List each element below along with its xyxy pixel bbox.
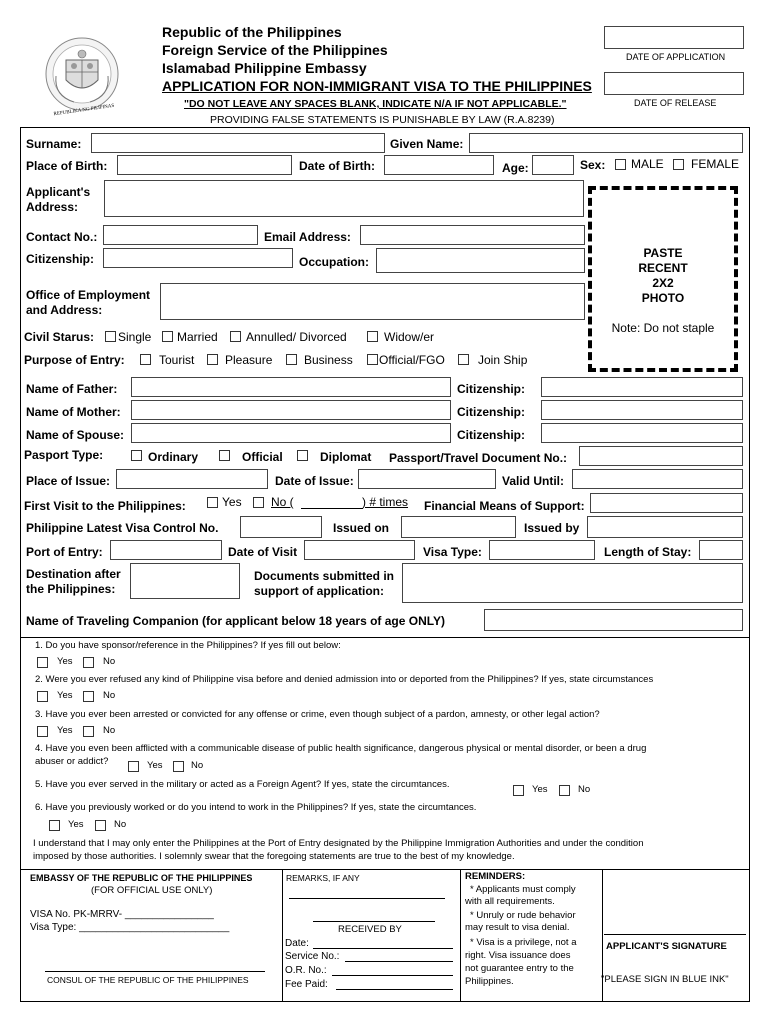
official-checkbox[interactable] [219, 450, 230, 461]
address-label-1: Applicant's [26, 185, 91, 199]
date-label: Date: [285, 938, 309, 949]
date-issue-input[interactable] [358, 469, 496, 489]
q1-no-label: No [103, 656, 116, 667]
companion-input[interactable] [484, 609, 743, 631]
visa-type-input[interactable] [489, 540, 595, 560]
age-input[interactable] [532, 155, 574, 175]
address-input[interactable] [104, 180, 584, 217]
header-line3: Islamabad Philippine Embassy [162, 60, 367, 76]
q4-no-checkbox[interactable] [173, 761, 184, 772]
date-visit-label: Date of Visit [228, 545, 298, 559]
issued-on-input[interactable] [401, 516, 516, 538]
visa-no-field[interactable]: VISA No. PK-MRRV- ________________ [30, 909, 214, 920]
mother-input[interactable] [131, 400, 451, 420]
business-label: Business [304, 353, 353, 367]
spouse-input[interactable] [131, 423, 451, 443]
first-visit-no-label: No ( [271, 495, 294, 509]
documents-label-1: Documents submitted in [254, 569, 395, 583]
service-no-line[interactable] [345, 961, 453, 962]
date-of-birth-label: Date of Birth: [299, 159, 375, 173]
header-line1: Republic of the Philippines [162, 24, 342, 40]
place-of-birth-label: Place of Birth: [26, 159, 108, 173]
q4-yes-checkbox[interactable] [128, 761, 139, 772]
annulled-label: Annulled/ Divorced [246, 330, 347, 344]
father-label: Name of Father: [26, 382, 118, 396]
email-label: Email Address: [264, 230, 351, 244]
section-divider [20, 637, 750, 638]
official-fgo-checkbox[interactable] [367, 354, 378, 365]
latest-visa-label: Philippine Latest Visa Control No. [26, 521, 219, 535]
q5-yes-checkbox[interactable] [513, 785, 524, 796]
widow-checkbox[interactable] [367, 331, 378, 342]
sex-label: Sex: [580, 158, 606, 172]
length-stay-input[interactable] [699, 540, 743, 560]
annulled-checkbox[interactable] [230, 331, 241, 342]
q3-no-label: No [103, 725, 116, 736]
photo-text-3: 2X2 [652, 276, 674, 290]
question-2: 2. Were you ever refused any kind of Philippine visa before and denied admission into or deported from the Philippines? If yes, state circumstances [35, 674, 654, 685]
pleasure-checkbox[interactable] [207, 354, 218, 365]
date-release-label: DATE OF RELEASE [634, 98, 717, 108]
surname-label: Surname: [26, 137, 82, 151]
remarks-label: REMARKS, IF ANY [286, 873, 360, 883]
passport-no-input[interactable] [579, 446, 743, 466]
reminder-3d: Philippines. [465, 976, 514, 987]
embassy-label: EMBASSY OF THE REPUBLIC OF THE PHILIPPINES [30, 873, 253, 883]
q2-no-checkbox[interactable] [83, 691, 94, 702]
q1-yes-label: Yes [57, 656, 73, 667]
q5-no-label: No [578, 784, 591, 795]
question-3: 3. Have you ever been arrested or convicted for any offense or crime, even though subject of a pardon, amnesty, or other legal action? [35, 709, 600, 720]
email-input[interactable] [360, 225, 585, 245]
address-label-2: Address: [26, 200, 79, 214]
civil-status-label: Civil Starus: [24, 330, 95, 344]
form-title: APPLICATION FOR NON-IMMIGRANT VISA TO THE PHILIPPINES [162, 78, 592, 94]
date-application-label: DATE OF APPLICATION [626, 52, 726, 62]
header-warning: PROVIDING FALSE STATEMENTS IS PUNISHABLE BY LAW (R.A.8239) [210, 114, 555, 126]
date-of-birth-input[interactable] [384, 155, 494, 175]
age-label: Age: [502, 161, 529, 175]
question-5: 5. Have you ever served in the military or acted as a Foreign Agent? If yes, state the circumtances. [35, 779, 450, 790]
official-use-label: (FOR OFFICIAL USE ONLY) [91, 885, 213, 896]
first-visit-yes-label: Yes [222, 495, 242, 509]
valid-until-label: Valid Until: [502, 474, 565, 488]
q4-no-label: No [191, 760, 204, 771]
married-label: Married [177, 330, 218, 344]
office-input[interactable] [160, 283, 585, 320]
remarks-line[interactable] [289, 898, 445, 899]
documents-input[interactable] [402, 563, 743, 603]
fee-paid-label: Fee Paid: [285, 979, 328, 990]
visa-type-field[interactable]: Visa Type: ___________________________ [30, 922, 230, 933]
mother-label: Name of Mother: [26, 405, 121, 419]
mother-citizenship-input[interactable] [541, 400, 743, 420]
footer-col-1 [282, 869, 283, 1002]
reminder-2a: * Unruly or rude behavior [470, 910, 576, 921]
father-input[interactable] [131, 377, 451, 397]
seal-logo [44, 36, 120, 112]
contact-label: Contact No.: [26, 230, 98, 244]
passport-type-label: Pasport Type: [24, 448, 104, 462]
financial-label: Financial Means of Support: [424, 499, 585, 513]
surname-input[interactable] [91, 133, 385, 153]
times-suffix: ) # times [362, 495, 409, 509]
consul-label: CONSUL OF THE REPUBLIC OF THE PHILIPPINES [47, 975, 249, 985]
occupation-label: Occupation: [299, 255, 370, 269]
spouse-citizenship-label: Citizenship: [457, 428, 525, 442]
first-visit-label: First Visit to the Philippines: [24, 499, 186, 513]
q1-yes-checkbox[interactable] [37, 657, 48, 668]
question-6: 6. Have you previously worked or do you intend to work in the Philippines? If yes, state the circumtances. [35, 802, 477, 813]
valid-until-input[interactable] [572, 469, 743, 489]
place-issue-label: Place of Issue: [26, 474, 111, 488]
or-no-label: O.R. No.: [285, 965, 327, 976]
q5-yes-label: Yes [532, 784, 548, 795]
diplomat-checkbox[interactable] [297, 450, 308, 461]
pleasure-label: Pleasure [225, 353, 273, 367]
given-name-input[interactable] [469, 133, 743, 153]
companion-label: Name of Traveling Companion (for applicant below 18 years of age ONLY) [26, 614, 445, 628]
question-1: 1. Do you have sponsor/reference in the Philippines? If yes fill out below: [35, 640, 341, 651]
received-by-label: RECEIVED BY [338, 924, 402, 935]
official-fgo-label: Official/FGO [379, 353, 445, 367]
join-ship-checkbox[interactable] [458, 354, 469, 365]
service-no-label: Service No.: [285, 951, 340, 962]
place-issue-input[interactable] [116, 469, 268, 489]
first-visit-no-checkbox[interactable] [253, 497, 264, 508]
financial-input[interactable] [590, 493, 743, 513]
spouse-label: Name of Spouse: [26, 428, 125, 442]
destination-label-1: Destination after [26, 567, 121, 581]
visa-type-label: Visa Type: [423, 545, 482, 559]
q2-yes-checkbox[interactable] [37, 691, 48, 702]
footer-divider [20, 869, 750, 870]
destination-input[interactable] [130, 563, 240, 599]
reminders-title: REMINDERS: [465, 871, 526, 882]
place-of-birth-input[interactable] [117, 155, 292, 175]
or-no-line[interactable] [332, 975, 453, 976]
q2-no-label: No [103, 690, 116, 701]
received-by-line[interactable] [313, 921, 435, 922]
port-entry-input[interactable] [110, 540, 222, 560]
tourist-label: Tourist [159, 353, 195, 367]
issued-by-input[interactable] [587, 516, 743, 538]
passport-no-label: Passport/Travel Document No.: [389, 451, 568, 465]
applicant-signature-label: APPLICANT'S SIGNATURE [606, 941, 727, 952]
photo-text-2: RECENT [638, 261, 688, 275]
issued-by-label: Issued by [524, 521, 580, 535]
widow-label: Widow/er [384, 330, 435, 344]
ordinary-checkbox[interactable] [131, 450, 142, 461]
q4-yes-label: Yes [147, 760, 163, 771]
female-checkbox[interactable] [673, 159, 684, 170]
father-citizenship-label: Citizenship: [457, 382, 525, 396]
question-4b: abuser or addict? [35, 756, 109, 767]
date-line[interactable] [313, 948, 453, 949]
date-release-field[interactable] [604, 72, 744, 95]
declaration-line1: I understand that I may only enter the Philippines at the Port of Entry designated by the Philippine Immigration Authorities and under the condition [33, 838, 644, 849]
office-label-1: Office of Employment [26, 288, 151, 302]
q2-yes-label: Yes [57, 690, 73, 701]
reminder-3c: not guarantee entry to the [465, 963, 574, 974]
single-label: Single [118, 330, 152, 344]
reminder-3b: right. Visa issuance does [465, 950, 571, 961]
q3-yes-checkbox[interactable] [37, 726, 48, 737]
photo-text-1: PASTE [643, 246, 683, 260]
header-notice: "DO NOT LEAVE ANY SPACES BLANK, INDICATE N/A IF NOT APPLICABLE." [184, 98, 567, 110]
photo-text-4: PHOTO [641, 291, 685, 305]
male-checkbox[interactable] [615, 159, 626, 170]
port-entry-label: Port of Entry: [26, 545, 103, 559]
spouse-citizenship-input[interactable] [541, 423, 743, 443]
times-blank[interactable] [301, 508, 363, 509]
ordinary-label: Ordinary [148, 450, 199, 464]
date-visit-input[interactable] [304, 540, 415, 560]
first-visit-yes-checkbox[interactable] [207, 497, 218, 508]
photo-note: Note: Do not staple [611, 321, 715, 335]
destination-label-2: the Philippines: [26, 582, 116, 596]
married-checkbox[interactable] [162, 331, 173, 342]
blue-ink-note: "PLEASE SIGN IN BLUE INK" [601, 974, 729, 985]
question-4a: 4. Have you even been afflicted with a communicable disease of public health significance, dangerous physical or mental disorder, or been a drug [35, 743, 647, 754]
date-application-field[interactable] [604, 26, 744, 49]
applicant-signature-line[interactable] [604, 934, 746, 935]
date-issue-label: Date of Issue: [275, 474, 354, 488]
female-label: FEMALE [691, 157, 740, 171]
header-line2: Foreign Service of the Philippines [162, 42, 388, 58]
issued-on-label: Issued on [333, 521, 390, 535]
footer-col-2 [460, 869, 461, 1002]
father-citizenship-input[interactable] [541, 377, 743, 397]
consul-signature-line[interactable] [45, 971, 265, 972]
purpose-label: Purpose of Entry: [24, 353, 125, 367]
reminder-1b: with all requirements. [465, 896, 555, 907]
tourist-checkbox[interactable] [140, 354, 151, 365]
diplomat-label: Diplomat [320, 450, 372, 464]
single-checkbox[interactable] [105, 331, 116, 342]
given-name-label: Given Name: [390, 137, 464, 151]
latest-visa-input[interactable] [240, 516, 322, 538]
official-label: Official [242, 450, 283, 464]
documents-label-2: support of application: [254, 584, 384, 598]
reminder-3a: * Visa is a privilege, not a [470, 937, 577, 948]
seal-text: REPUBLIKA NG PILIPINAS [53, 103, 115, 118]
q1-no-checkbox[interactable] [83, 657, 94, 668]
declaration-line2: imposed by those authorities. I solemnly swear that the foregoing statements are true to the best of my knowledge. [33, 851, 515, 862]
q5-no-checkbox[interactable] [559, 785, 570, 796]
office-label-2: and Address: [26, 303, 103, 317]
business-checkbox[interactable] [286, 354, 297, 365]
q6-no-label: No [114, 819, 127, 830]
mother-citizenship-label: Citizenship: [457, 405, 525, 419]
length-stay-label: Length of Stay: [604, 545, 692, 559]
reminder-2b: may result to visa denial. [465, 922, 570, 933]
male-label: MALE [631, 157, 664, 171]
citizenship-input[interactable] [103, 248, 293, 268]
citizenship-label: Citizenship: [26, 252, 94, 266]
occupation-input[interactable] [376, 248, 585, 273]
join-ship-label: Join Ship [478, 353, 528, 367]
q6-yes-label: Yes [68, 819, 84, 830]
fee-paid-line[interactable] [336, 989, 453, 990]
reminder-1a: * Applicants must comply [470, 884, 576, 895]
q6-yes-checkbox[interactable] [49, 820, 60, 831]
contact-input[interactable] [103, 225, 258, 245]
q3-no-checkbox[interactable] [83, 726, 94, 737]
q6-no-checkbox[interactable] [95, 820, 106, 831]
q3-yes-label: Yes [57, 725, 73, 736]
